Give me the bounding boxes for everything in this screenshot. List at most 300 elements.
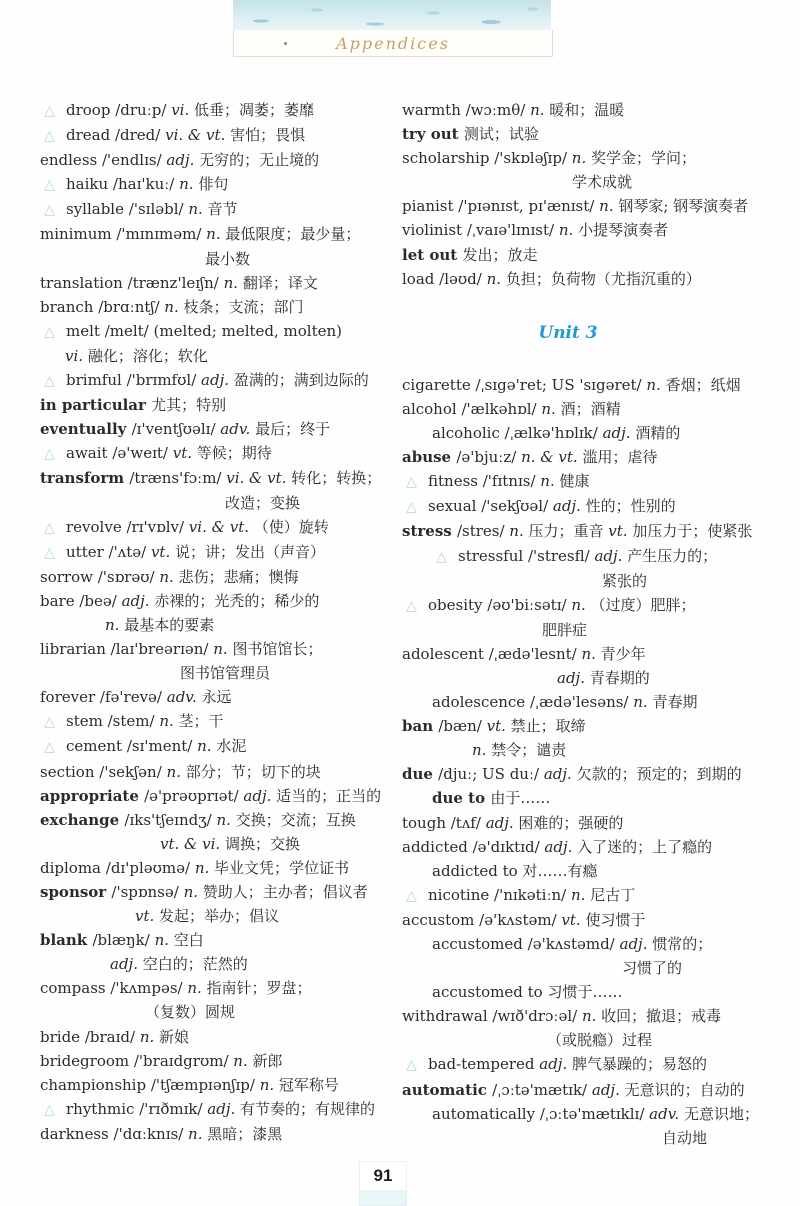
headword: sorrow: [40, 567, 98, 586]
headword: dread: [66, 126, 115, 145]
definition-text: 冠军称号: [278, 1075, 339, 1094]
definition-text: 入了迷的；上了瘾的: [577, 837, 713, 856]
entry-line: [40, 417, 398, 441]
definition-text: 黑暗；漆黑: [207, 1124, 283, 1143]
definition-text: 滥用；虐待: [582, 448, 658, 467]
phonetic: /dred/: [114, 126, 166, 145]
entry-line: [402, 494, 794, 519]
phonetic: /djuː; US duː/: [438, 765, 544, 784]
headword: cigarette: [402, 375, 476, 394]
pos-label: adj.: [243, 786, 277, 805]
triangle-marker-icon: △: [44, 714, 55, 731]
entry-line: [40, 904, 398, 928]
pos-label: n.: [194, 858, 215, 877]
pos-label: n.: [223, 273, 243, 292]
pos-label: n.: [166, 762, 186, 781]
unit-heading: Unit 3: [538, 322, 598, 343]
phonetic: /ə'bjuːz/: [456, 448, 522, 467]
definition-text: 悲伤；悲痛；懊悔: [178, 567, 299, 586]
pos-label: vi. & vt.: [188, 517, 254, 536]
definition-text: 由于……: [490, 789, 551, 808]
definition-text: 无穷的；无止境的: [199, 151, 320, 170]
phonetic: /'kʌmpəs/: [110, 979, 188, 998]
definition-text: 害怕；畏惧: [230, 126, 306, 145]
entry-line: [40, 295, 398, 319]
phonetic: /'sekʃʊəl/: [481, 497, 553, 516]
entry-line: [40, 832, 398, 856]
definition-text: 茎；干: [178, 712, 224, 731]
headword: rhythmic: [66, 1099, 140, 1118]
phonetic: /stem/: [107, 712, 160, 731]
pos-label: adj.: [552, 497, 586, 516]
headword: automatic: [402, 1080, 493, 1099]
definition-text: 盈满的；满到边际的: [233, 371, 369, 390]
entry-line: [40, 540, 398, 565]
definition-text: 融化；溶化；软化: [87, 346, 208, 365]
entry-line: [402, 1126, 794, 1150]
phonetic: /'rɪðmɪk/: [139, 1099, 208, 1118]
definition-text: 尼古丁: [590, 885, 636, 904]
headword: bare: [40, 591, 80, 610]
triangle-marker-icon: △: [44, 544, 55, 561]
headword: adolescent: [402, 644, 489, 663]
pos-label: n.: [179, 175, 199, 194]
entry-line: [40, 172, 398, 197]
phonetic: /ɪks'tʃeɪndʒ/: [124, 810, 217, 829]
definition-text: 欠款的；预定的；到期的: [576, 765, 742, 784]
pos-label: n.: [571, 595, 591, 614]
entry-line: [40, 123, 398, 148]
pos-label: adj.: [544, 837, 578, 856]
entry-line: [402, 1102, 794, 1126]
entry-line: [40, 466, 398, 490]
entry-line: [402, 170, 794, 194]
definition-text: 永远: [201, 688, 232, 707]
definition-text: 肥胖症: [542, 620, 588, 639]
definition-text: 新郎: [252, 1051, 283, 1070]
definition-text: 酒精的: [635, 424, 681, 443]
definition-text: 适当的；正当的: [276, 786, 382, 805]
headword: pianist: [402, 197, 459, 216]
pos-label: n.: [530, 101, 550, 119]
pos-label: n.: [188, 200, 208, 219]
entry-line: [402, 593, 794, 618]
entry-line: [40, 98, 398, 123]
entry-line: [40, 734, 398, 759]
triangle-marker-icon: △: [44, 1101, 55, 1118]
definition-text: 交换；交流；互换: [235, 810, 356, 829]
headword: due to: [432, 789, 491, 808]
definition-text: 转化；转换；: [291, 469, 382, 488]
entry-line: [40, 685, 398, 709]
entry-line: [40, 344, 398, 368]
headword: darkness: [40, 1124, 114, 1143]
phonetic: /ˌvaɪə'lɪnɪst/: [466, 221, 559, 240]
entry-line: [402, 421, 794, 445]
headword: sexual: [428, 497, 482, 516]
pos-label: vt.: [172, 444, 197, 463]
page-number: 91: [359, 1161, 407, 1191]
phonetic: /ləʊd/: [439, 269, 487, 288]
headword: accustomed to: [432, 983, 548, 1002]
pos-label: n. & vt.: [521, 448, 583, 467]
pos-label: adv.: [649, 1104, 684, 1123]
entry-line: [402, 642, 794, 666]
pos-label: n.: [188, 1124, 208, 1143]
entry-line: [402, 883, 794, 908]
pos-label: n.: [187, 979, 207, 998]
headword: minimum: [40, 225, 117, 244]
definition-text: 说；讲；发出（声音）: [174, 542, 325, 561]
right-column-unit3-section: [402, 373, 794, 1150]
entry-line: [40, 441, 398, 466]
entry-line: [40, 1073, 398, 1097]
phonetic: /druːp/: [115, 101, 172, 119]
entry-line: [40, 589, 398, 613]
pos-label: n.: [259, 1075, 279, 1094]
pos-label: n.: [599, 197, 619, 216]
definition-text: 小提琴演奏者: [578, 221, 669, 240]
phonetic: /ə'kʌstəm/: [479, 910, 562, 929]
entry-line: [402, 267, 794, 291]
entry-line: [40, 613, 398, 637]
phonetic: /melt/: [104, 321, 154, 340]
phonetic: /ˌædə'lesəns/: [529, 693, 634, 712]
entry-line: [402, 1052, 794, 1077]
phonetic: /'ʌtə/: [108, 542, 151, 561]
headword: sponsor: [40, 883, 112, 901]
triangle-marker-icon: △: [44, 177, 55, 194]
headword: bridegroom: [40, 1051, 134, 1070]
phonetic: /'fɪtnɪs/: [482, 472, 541, 491]
entry-line: [402, 786, 794, 810]
headword: stressful: [458, 546, 528, 565]
entry-line: [40, 197, 398, 222]
phonetic: /'sekʃən/: [99, 762, 167, 781]
headword: compass: [40, 979, 111, 998]
triangle-marker-icon: △: [44, 373, 55, 390]
entry-line: [402, 122, 794, 146]
headword: cement: [66, 737, 127, 756]
definition-text: 暖和；温暖: [549, 101, 625, 119]
pos-label: n.: [154, 931, 174, 950]
entry-line: [40, 976, 398, 1000]
definition-text: 图书馆馆长；: [232, 640, 323, 659]
definition-text: 收回；撤退；戒毒: [601, 1007, 722, 1026]
definition-text: 紧张的: [602, 571, 648, 590]
definition-text: 钢琴家; 钢琴演奏者: [618, 197, 749, 216]
entry-line: [402, 469, 794, 494]
triangle-marker-icon: △: [436, 548, 447, 565]
entry-line: [402, 714, 794, 738]
entry-line: [40, 565, 398, 589]
entry-line: [40, 271, 398, 295]
definition-text: 禁令；谴责: [491, 741, 567, 760]
pos-label: n.: [139, 1027, 160, 1046]
headword: bride: [40, 1027, 85, 1046]
headword: fitness: [428, 472, 483, 491]
definition-text: 俳句: [198, 175, 229, 194]
definition-text: 无意识的；自动的: [624, 1080, 745, 1099]
entry-line: [40, 1097, 398, 1122]
headword: endless: [40, 151, 102, 170]
headword: blank: [40, 931, 93, 950]
definition-text: 自动地: [662, 1128, 708, 1147]
definition-text: 低垂；凋萎；萎靡: [194, 101, 315, 119]
entry-line: [40, 808, 398, 832]
phonetic: /'spɒnsə/: [111, 883, 184, 901]
pos-label: n.: [105, 615, 125, 634]
headword: transform: [40, 469, 130, 488]
definition-text: 部分；节；切下的块: [185, 762, 321, 781]
entry-line: [402, 243, 794, 267]
headword: eventually: [40, 420, 132, 439]
headword: adolescence: [432, 693, 530, 712]
pos-label: n.: [633, 693, 653, 712]
headword: ban: [402, 717, 439, 736]
phonetic: /'dɑːknɪs/: [113, 1124, 189, 1143]
definition-text: 性的；性别的: [585, 497, 676, 516]
entry-line: [402, 980, 794, 1004]
headword: librarian: [40, 640, 111, 659]
pos-label: adj.: [591, 1080, 625, 1099]
entry-line: [402, 811, 794, 835]
pos-label: n.: [581, 644, 601, 663]
triangle-marker-icon: △: [44, 103, 55, 119]
pos-label: n.: [197, 737, 217, 756]
entry-line: [40, 368, 398, 393]
page-number-tab: [359, 1190, 407, 1206]
entry-line: [40, 880, 398, 904]
phonetic: /wɪð'drɔːəl/: [492, 1007, 582, 1026]
headword: stem: [66, 712, 108, 731]
pos-label: adj.: [539, 1055, 572, 1074]
phonetic: /blæŋk/: [92, 931, 155, 950]
pos-label: n.: [509, 522, 529, 541]
phonetic: /'tʃæmpɪənʃɪp/: [150, 1075, 260, 1094]
definition-text: 新娘: [159, 1027, 190, 1046]
pos-label: n.: [472, 741, 492, 760]
phonetic: /ɪ'ventʃʊəlɪ/: [131, 420, 221, 439]
headword: melt: [66, 321, 105, 340]
entry-line: [40, 393, 398, 417]
entry-line: [402, 445, 794, 469]
headword: branch: [40, 297, 99, 316]
entry-line: [40, 1000, 398, 1024]
entry-line: [402, 98, 794, 122]
phonetic: /'ælkəhɒl/: [461, 399, 542, 418]
definition-text: 尤其；特别: [151, 396, 227, 415]
pos-label: adj.: [594, 546, 628, 565]
entry-line: [402, 666, 794, 690]
headword: try out: [402, 125, 464, 144]
vocabulary-column-right: [402, 98, 794, 1150]
pos-label: n.: [540, 472, 560, 491]
definition-text: 产生压力的；: [627, 546, 718, 565]
header-title-box: [233, 30, 553, 57]
headword: championship: [40, 1075, 151, 1094]
pos-label: adj.: [110, 955, 143, 974]
entry-line: [40, 491, 398, 515]
phonetic: /ə'weɪt/: [112, 444, 173, 463]
entry-line: [40, 1049, 398, 1073]
pos-label: vt. & vi.: [160, 834, 225, 853]
headword: translation: [40, 273, 128, 292]
phonetic: /'sɪləbl/: [128, 200, 189, 219]
definition-text: 最小数: [205, 249, 251, 268]
phonetic: /ˌælkə'hɒlɪk/: [504, 424, 603, 443]
definition-text: 翻译；译文: [242, 273, 318, 292]
phonetic: /ə'prəʊprɪət/: [144, 786, 244, 805]
pos-label: vt.: [608, 522, 633, 541]
entry-line: [40, 1122, 398, 1146]
headword: obesity: [428, 595, 488, 614]
phonetic: /ˌsɪgə'ret; US 'sɪgəret/: [475, 375, 647, 394]
definition-text: 压力；重音: [528, 522, 609, 541]
headword: stress: [402, 522, 457, 541]
entry-line: [402, 1028, 794, 1052]
pos-label: n.: [159, 712, 179, 731]
headword: accustomed: [432, 935, 528, 953]
definition-text: 健康: [559, 472, 590, 491]
headword: addicted to: [432, 861, 523, 880]
entry-line: [40, 222, 398, 246]
definition-text: 酒；酒精: [560, 399, 621, 418]
definition-text: 测试；试验: [463, 125, 539, 144]
headword: section: [40, 762, 100, 781]
entry-line: [40, 709, 398, 734]
pos-label: adv.: [166, 688, 202, 707]
pos-label: n.: [646, 375, 666, 394]
entry-line: [402, 859, 794, 883]
entry-line: [402, 738, 794, 762]
phonetic: /trænz'leɪʃn/: [127, 273, 224, 292]
headword: syllable: [66, 200, 129, 219]
phonetic: /fə'revə/: [99, 688, 167, 707]
header-dot-mark: [284, 42, 287, 45]
headword: addicted: [402, 837, 473, 856]
definition-text: （或脱瘾）过程: [547, 1031, 653, 1050]
definition-text: 毕业文凭；学位证书: [214, 858, 350, 877]
triangle-marker-icon: △: [44, 519, 55, 536]
definition-text: 调换；交换: [224, 834, 300, 853]
pos-label: n.: [233, 1051, 253, 1070]
phonetic: /sɪ'ment/: [126, 737, 198, 756]
definition-text: 负担；负荷物（尤指沉重的）: [505, 269, 701, 288]
triangle-marker-icon: △: [44, 323, 55, 340]
entry-line: [40, 760, 398, 784]
headword: accustom: [402, 910, 480, 929]
headword: revolve: [66, 517, 127, 536]
headword: nicotine: [428, 885, 495, 904]
vocabulary-column-left: [40, 98, 398, 1146]
entry-line: [402, 762, 794, 786]
entry-line: [40, 515, 398, 540]
definition-text: 困难的；强硬的: [518, 813, 624, 832]
phonetic: /stres/: [456, 522, 510, 541]
pos-label: n.: [541, 399, 561, 418]
phonetic: /'nɪkətiːn/: [494, 885, 571, 904]
definition-text: 习惯于……: [547, 983, 623, 1002]
headword: withdrawal: [402, 1007, 493, 1026]
entry-line: [402, 397, 794, 421]
triangle-marker-icon: △: [406, 499, 417, 516]
phonetic: /'sɒrəʊ/: [97, 567, 160, 586]
headword: automatically: [432, 1104, 540, 1123]
pos-label: n.: [581, 1007, 602, 1026]
pos-label: adj.: [557, 668, 590, 687]
phonetic: /ˌɔːtə'mætɪklɪ/: [539, 1104, 650, 1123]
phonetic: /beə/: [79, 591, 122, 610]
pos-label: adj.: [166, 151, 200, 170]
definition-text: （使）旋转: [253, 517, 329, 536]
definition-text: 赞助人；主办者；倡议者: [202, 883, 368, 901]
definition-text: 发起；举办；倡议: [159, 907, 280, 926]
pos-label: n.: [571, 149, 591, 168]
definition-text: 图书馆管理员: [180, 664, 271, 683]
entry-line: [402, 908, 794, 932]
phonetic: /'pɪənɪst, pɪ'ænɪst/: [458, 197, 600, 216]
phonetic: /laɪ'breərɪən/: [110, 640, 214, 659]
entry-line: [40, 661, 398, 685]
right-column-top-section: [402, 98, 794, 291]
pos-label: n.: [183, 883, 203, 901]
pos-label: vi. & vt.: [165, 126, 231, 145]
definition-text: 空白: [173, 931, 204, 950]
entry-line: [402, 690, 794, 714]
pos-label: n.: [571, 885, 591, 904]
phonetic: /dɪ'pləʊmə/: [105, 858, 195, 877]
pos-label: vi. & vt.: [226, 469, 292, 488]
definition-text: 枝条；支流；部门: [183, 297, 304, 316]
pos-label: n.: [216, 810, 236, 829]
headword: diploma: [40, 858, 106, 877]
entry-line: [40, 856, 398, 880]
pos-label: adj.: [207, 1099, 241, 1118]
triangle-marker-icon: △: [44, 739, 55, 756]
headword: forever: [40, 688, 100, 707]
headword: exchange: [40, 810, 125, 829]
triangle-marker-icon: △: [44, 202, 55, 219]
pos-label: n.: [558, 221, 579, 240]
entry-line: [402, 373, 794, 397]
definition-text: 音节: [207, 200, 238, 219]
triangle-marker-icon: △: [44, 128, 55, 145]
definition-text: 最基本的要素: [124, 615, 215, 634]
definition-text: 学术成就: [572, 173, 633, 192]
pos-label: adj.: [121, 591, 155, 610]
headword: tough: [402, 813, 451, 832]
headword: droop: [66, 101, 116, 119]
headword: warmth: [402, 101, 466, 119]
headword: in particular: [40, 396, 152, 415]
phonetic: /'stresfl/: [527, 546, 595, 565]
phonetic: /əʊ'biːsətɪ/: [487, 595, 572, 614]
definition-text: 脾气暴躁的；易怒的: [571, 1055, 707, 1074]
phonetic: /wɔːmθ/: [465, 101, 531, 119]
pos-label: n.: [159, 567, 179, 586]
pos-label: vt.: [486, 717, 511, 736]
phonetic: /ə'kʌstəmd/: [527, 935, 620, 953]
entry-line: [402, 569, 794, 593]
definition-text: 有节奏的；有规律的: [240, 1099, 376, 1118]
headword: scholarship: [402, 149, 495, 168]
definition-text: （过度）肥胖；: [590, 595, 696, 614]
headword: utter: [66, 542, 109, 561]
definition-text: 最后；终于: [255, 420, 331, 439]
phonetic: /træns'fɔːm/: [129, 469, 227, 488]
pos-label: vi.: [171, 101, 194, 119]
